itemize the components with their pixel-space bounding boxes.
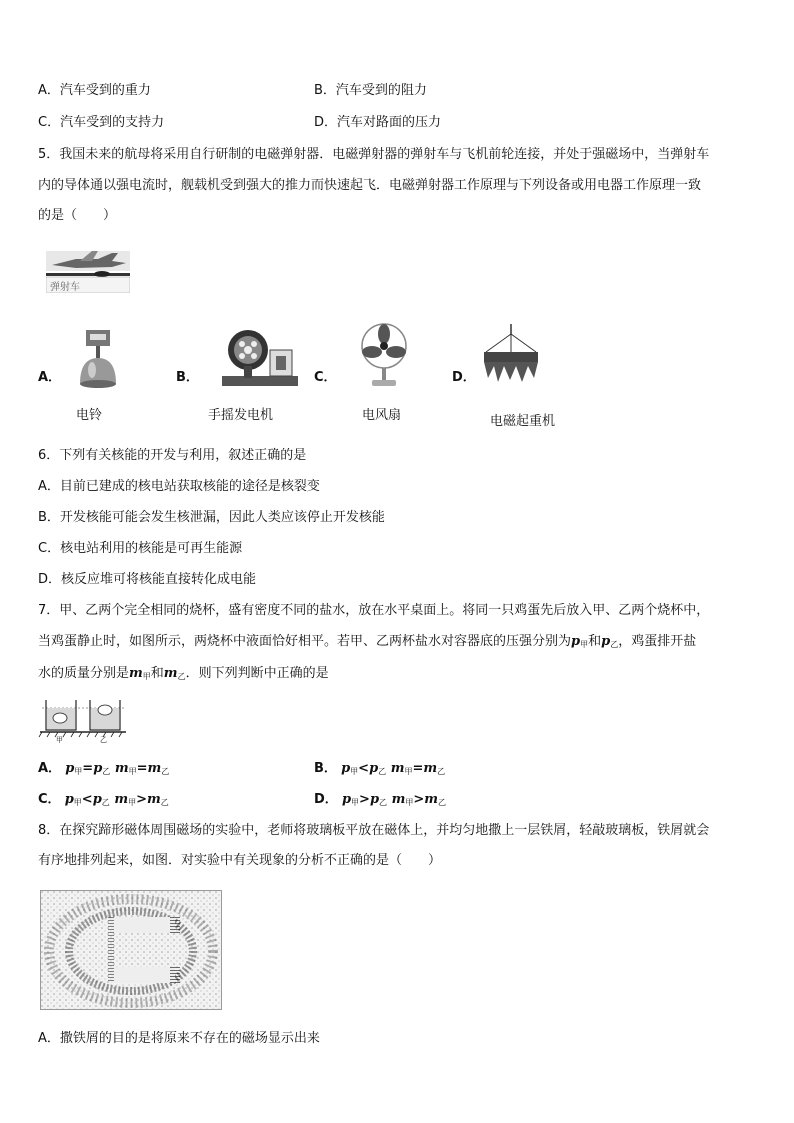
q7-option-b: B． $p_甲<p_乙$ $m_甲=m_乙$ <box>314 761 446 776</box>
q7-stem-line1: 7．甲、乙两个完全相同的烧杯，盛有密度不同的盐水，放在水平桌面上。将同一只鸡蛋先后放入甲、乙两个烧杯中， <box>38 603 710 618</box>
q6-option-a: A．目前已建成的核电站获取核能的途径是核裂变 <box>38 479 320 494</box>
q7-option-d: D． $p_甲>p_乙$ $m_甲>m_乙$ <box>314 792 446 807</box>
beaker-label-yi: 乙 <box>100 736 107 744</box>
q7-stem-line2-text: 当鸡蛋静止时，如图所示，两烧杯中液面恰好相平。若甲、乙两杯盐水对容器底的压强分别为 <box>38 634 572 649</box>
q7-stem-line3 <box>38 665 329 686</box>
q5-stem-line2: 内的导体通以强电流时，舰载机受到强大的推力而快速起飞．电磁弹射器工作原理与下列设备或用电器工作原理一致 <box>38 178 702 193</box>
caption-electromagnetic-crane: 电磁起重机 <box>490 414 556 429</box>
q7-option-a: A． $p_甲=p_乙$ $m_甲=m_乙$ <box>38 761 170 776</box>
catapult-label: 弹射车 <box>50 282 80 293</box>
q7-stem-line3-end: ．则下列判断中正确的是 <box>185 666 329 681</box>
q8-stem-line2: 有序地排列起来，如图．对实验中有关现象的分析不正确的是（ ） <box>38 853 442 868</box>
iron-filings-figure <box>40 890 222 1010</box>
q6-option-d: D．核反应堆可将核能直接转化成电能 <box>38 572 257 587</box>
symbol-m-yi: $m_乙$ <box>163 666 186 681</box>
q6-stem: 6．下列有关核能的开发与利用，叙述正确的是 <box>38 448 307 463</box>
q4-option-d: D．汽车对路面的压力 <box>314 115 442 130</box>
q7-stem-line3-text: 水的质量分别是 <box>38 666 130 681</box>
caption-electric-bell: 电铃 <box>76 408 103 423</box>
q7-stem-line2 <box>38 633 696 654</box>
symbol-p-jia: $p_甲$ <box>571 634 589 649</box>
q4-option-b: B．汽车受到的阻力 <box>314 83 427 98</box>
q8-option-a: A．撒铁屑的目的是将原来不存在的磁场显示出来 <box>38 1031 320 1046</box>
q5-stem-line3: 的是（ ） <box>38 208 117 223</box>
electric-fan-figure <box>356 322 412 388</box>
q7-and-2: 和 <box>150 666 164 681</box>
catapult-figure <box>46 247 130 293</box>
hand-generator-figure <box>218 326 302 390</box>
q7-option-c: C． $p_甲<p_乙$ $m_甲>m_乙$ <box>38 792 169 807</box>
electromagnetic-crane-figure <box>478 322 544 388</box>
q6-option-c: C．核电站利用的核能是可再生能源 <box>38 541 243 556</box>
symbol-p-yi: $p_乙$ <box>601 634 619 649</box>
q4-option-c: C．汽车受到的支持力 <box>38 115 165 130</box>
q5-option-c-label: C． <box>314 370 337 385</box>
q7-stem-line2-end: ，鸡蛋排开盐 <box>618 634 697 649</box>
q5-option-d-label: D． <box>452 370 476 385</box>
caption-hand-generator: 手摇发电机 <box>208 408 274 423</box>
beakers-figure <box>38 698 128 744</box>
q5-option-a-label: A． <box>38 370 62 385</box>
q4-option-a: A．汽车受到的重力 <box>38 83 151 98</box>
beaker-label-jia: 甲 <box>56 736 63 744</box>
q6-option-b: B．开发核能可能会发生核泄漏，因此人类应该停止开发核能 <box>38 510 385 525</box>
symbol-m-jia: $m_甲$ <box>129 666 151 681</box>
q8-stem-line1: 8．在探究蹄形磁体周围磁场的实验中，老师将玻璃板平放在磁体上，并均匀地撒上一层铁屑，轻敲玻璃板，铁屑就会 <box>38 823 710 838</box>
q7-and: 和 <box>588 634 602 649</box>
q5-stem-line1: 5．我国未来的航母将采用自行研制的电磁弹射器．电磁弹射器的弹射车与飞机前轮连接，并处于强磁场中，当弹射车 <box>38 147 710 162</box>
electric-bell-figure <box>72 326 124 390</box>
q5-option-b-label: B． <box>176 370 199 385</box>
caption-electric-fan: 电风扇 <box>362 408 402 423</box>
